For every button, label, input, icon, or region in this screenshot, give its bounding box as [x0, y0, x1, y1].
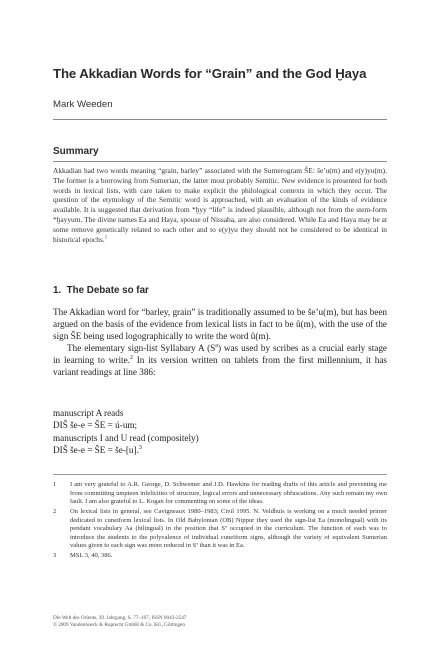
imprint-line-1: Die Welt des Orients, 39. Jahrgang, S. 77–107, ISSN 0043-2547: [53, 615, 187, 621]
section-body: [53, 306, 387, 379]
footnote-number: 2: [53, 508, 57, 515]
summary-text: [53, 166, 387, 244]
author-name: Mark Weeden: [53, 99, 113, 110]
footnote-text: I am very grateful to A.R. George, D. Schwemer and J.D. Hawkins for reading drafts of this article and preventing me from committing umpteen infelicities of structure, logical errors and unnecessary obfuscations. Any such remain my own fault. I am also grateful to L. Kogan for commenting on some of the ideas.: [70, 481, 387, 505]
summary-heading: Summary: [53, 146, 99, 157]
summary-paragraph: Akkadian had two words meaning “grain, barley” associated with the Sumerogram ŠE: še’u(m) and e(y)yu(m). The former is a borrowing from Sumerian, the latter most probably Semitic. New evidence is presented for both words in lexical lists, with care taken to make explicit the philological contexts in which they occur. The question of the etymology of the Semitic word is approached, with an evaluation of the kinds of evidence available. It is suggested that derivation from *ḫyy “life” is indeed plausible, although not from the stem-form *ḫayyum. The divine names Ea and Haya, spouse of Nissaba, are also considered. While Ea and Haya may be at some remove genetically related to each other and to e(y)yu they should not be considered to be identical in historical epochs.: [53, 166, 387, 244]
footnotes: [53, 481, 387, 562]
section-heading: [53, 285, 149, 296]
footnote-number: 1: [53, 481, 57, 488]
article-title: The Akkadian Words for “Grain” and the God Ḫaya: [53, 66, 367, 81]
manuscript-line-1: manuscript A reads: [53, 408, 124, 418]
manuscript-readings: [53, 407, 387, 456]
manuscript-line-2: DIŠ še-e = ŠE = ú-um;: [53, 420, 138, 431]
footnote-divider: [53, 474, 387, 475]
footnote: [53, 508, 387, 551]
paragraph-1: The Akkadian word for “barley, grain” is traditionally assumed to be še’u(m), but has been argued on the basis of the evidence from lexical lists in fact to be û(m), with the use of the sign ŠE being used logographically to write the word û(m).: [53, 307, 387, 342]
footnote-text: MSL 3, 40, 386.: [70, 552, 113, 559]
footnote: [53, 552, 387, 561]
footnote: [53, 481, 387, 507]
footnote-ref-1[interactable]: 1: [104, 235, 108, 241]
journal-imprint: [53, 615, 387, 629]
footnote-ref-2[interactable]: 2: [129, 355, 133, 362]
section-number: 1.: [53, 285, 62, 296]
footnote-number: 3: [53, 552, 57, 559]
footnote-ref-3[interactable]: 3: [138, 444, 142, 451]
footnote-text: On lexical lists in general, see Cavigneaux 1980–1983; Civil 1995. N. Veldhuis is working on a much needed primer dedicated to cuneiform lexical lists. In Old Babylonian (OB) Nippur they used the sign-list Ea (monolingual) with its pendant vocabulary Aa (bilingual) in the position that Sª occupied in the curriculum. The function of each was to introduce the students to the polyvalence of individual cuneiform signs, although the variety of equivalent Sumerian values given to each sign was more reduced in Sª than it was in Ea.: [70, 508, 387, 549]
manuscript-line-3: manuscripts I and U read (compositely): [53, 432, 199, 443]
manuscript-line-4: DIŠ še-e = ŠE = še-[u].$^3$: [53, 444, 142, 455]
paragraph-2: The elementary sign-list Syllabary A $(S^a)$ was used by scribes as a crucial early stage in learning to write.$^2$ In its version written on tablets from the first millennium, it has variant readings at line 386:: [53, 343, 388, 378]
header-divider: [53, 119, 387, 120]
summary-divider: [53, 161, 387, 162]
section-title: The Debate so far: [66, 285, 149, 296]
imprint-line-2: © 2009 Vandenhoeck & Ruprecht GmbH & Co. KG, Göttingen: [53, 622, 185, 628]
